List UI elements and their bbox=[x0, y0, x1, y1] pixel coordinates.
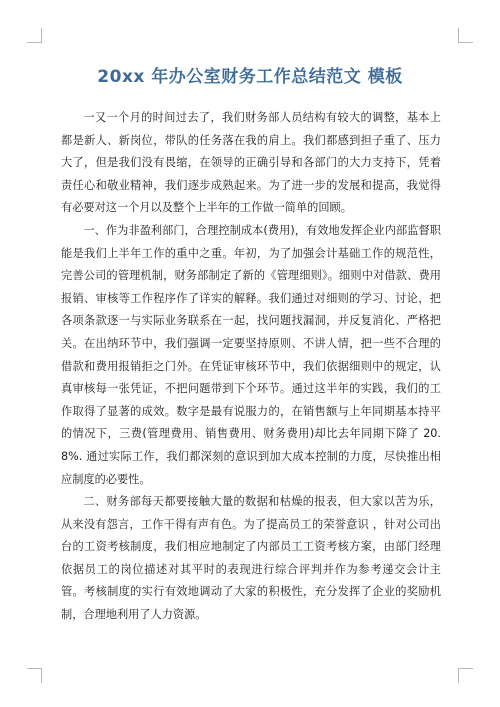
document-title: 20xx 年办公室财务工作总结范文 模板 bbox=[97, 67, 403, 87]
crop-mark-bottom-left bbox=[27, 668, 42, 683]
paragraph-cost-control: 一、作为非盈利部门，合理控制成本(费用)，有效地发挥企业内部监督职能是我们上半年工作的重中之重。年初，为了加强会计基础工作的规范性，完善公司的管理机制，财务部制定了新的《管理细则》。细则中对借款、费用报销、审核等工作程序作了详实的解释。我们通过对细则的学习、讨论，把各项条款逐一与实际业务联系在一起，找问题找漏洞，并反复消化、严格把关。在出纳环节中，我们强调一定要坚持原则、不讲人情，把一些不合理的借款和费用报销拒之门外。在凭证审核环节中，我们依据细则中的规定，认真审核每一张凭证，不把问题带到下个环节。通过这半年的实践，我们的工作取得了显著的成效。数字是最有说服力的，在销售额与上年同期基本持平的情况下，三费(管理费用、销售费用、财务费用)却比去年同期下降了 20.8%. 通过实际工作，我们都深刻的意识到加大成本控制的力度，尽快推出相应制度的必要性。 bbox=[61, 223, 441, 486]
paragraph-staff-assessment: 二、财务部每天都要接触大量的数据和枯燥的报表，但大家以苦为乐，从来没有怨言，工作干得有声有色。为了提高员工的荣誉意识 ，针对公司出台的工资考核制度，我们相应地制定了内部员工工资考核方案，由部门经理依据员工的岗位描述对其平时的表现进行综合评判并作为参考递交会计主管。考核制度的实行有效地调动了大家的积极性，充分发挥了企业的奖励机制，合理地利用了人力资源。 bbox=[61, 495, 441, 622]
crop-mark-top-right bbox=[458, 28, 473, 43]
paragraph-intro: 一又一个月的时间过去了，我们财务部人员结构有较大的调整，基本上都是新人、新岗位，带队的任务落在我的肩上。我们都感到担子重了、压力大了，但是我们没有畏缩，在领导的正确引导和各部门的大力支持下，凭着责任心和敬业精神，我们逐步成熟起来。为了进一步的发展和提高，我觉得有必要对这一个月以及整个上半年的工作做一简单的回顾。 bbox=[61, 111, 441, 215]
crop-mark-top-left bbox=[27, 28, 42, 43]
crop-mark-bottom-right bbox=[458, 668, 473, 683]
document-body bbox=[61, 107, 441, 627]
